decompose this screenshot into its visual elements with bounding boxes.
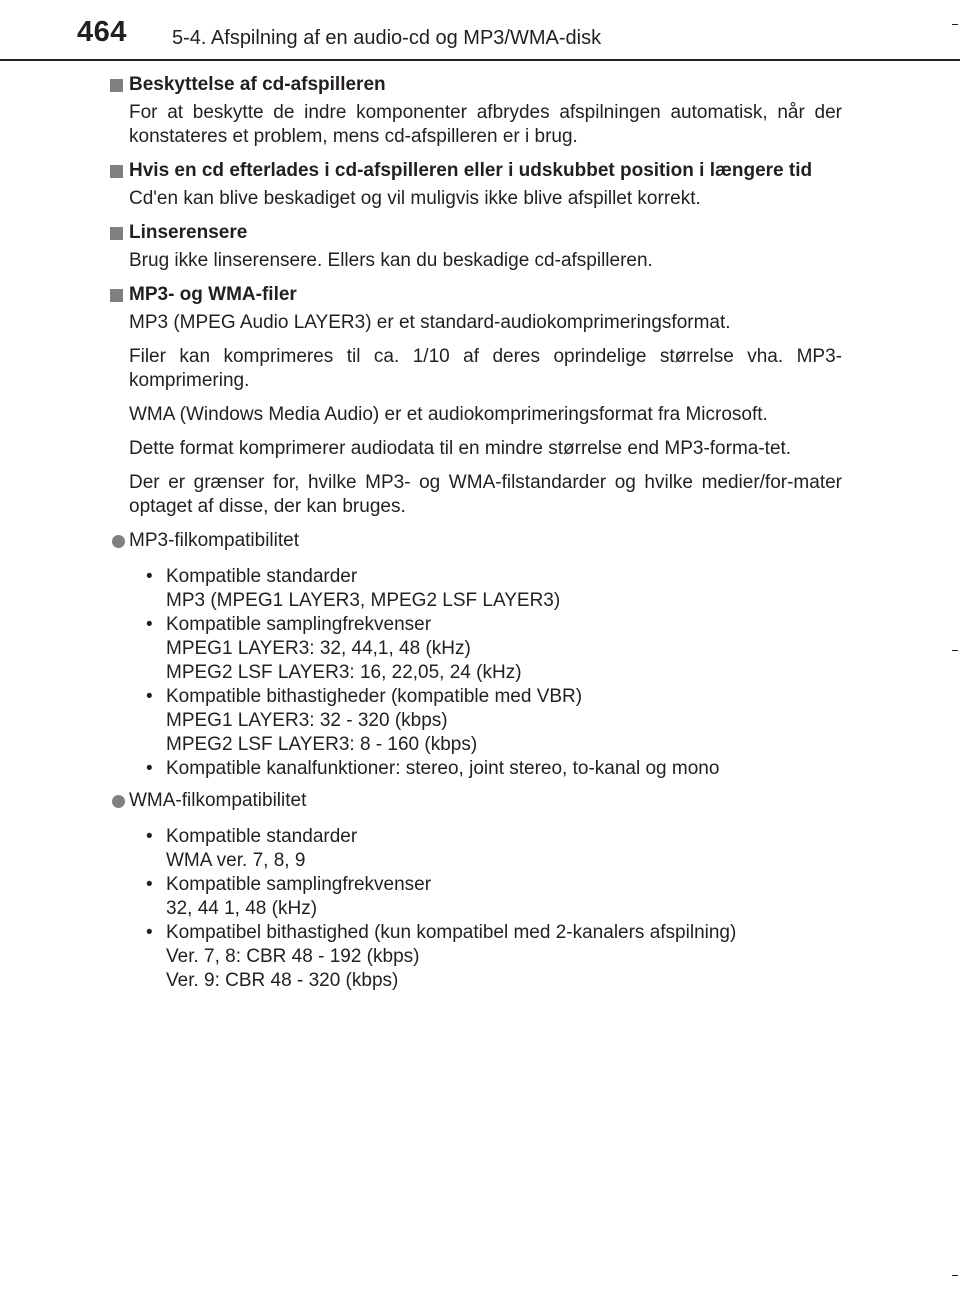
section-heading: Linserensere bbox=[0, 220, 960, 245]
subsection-heading: MP3-filkompatibilitet bbox=[0, 529, 960, 553]
square-bullet-icon bbox=[110, 289, 123, 302]
square-bullet-icon bbox=[110, 79, 123, 92]
page-header bbox=[0, 0, 960, 60]
section-heading: Beskyttelse af cd-afspilleren bbox=[0, 72, 960, 97]
wma-compatibility-list bbox=[0, 825, 960, 993]
list-item-line: Kompatible standarder bbox=[166, 826, 358, 847]
section-heading: MP3- og WMA-filer bbox=[0, 282, 960, 307]
list-item-line: Kompatible kanalfunktioner: stereo, joint stereo, to-kanal og mono bbox=[166, 758, 720, 779]
list-item-line: Kompatibel bithastighed (kun kompatibel med 2-kanalers afspilning) bbox=[166, 922, 737, 943]
section-protection bbox=[0, 72, 960, 149]
list-item bbox=[0, 685, 960, 757]
list-item bbox=[0, 921, 960, 993]
paragraph: Cd'en kan blive beskadiget og vil muligvis ikke blive afspillet korrekt. bbox=[129, 188, 701, 209]
paragraph: Brug ikke linserensere. Ellers kan du beskadige cd-afspilleren. bbox=[129, 250, 653, 271]
section-left-in-player bbox=[0, 158, 960, 211]
list-item-line: 32, 44 1, 48 (kHz) bbox=[166, 898, 318, 919]
circle-bullet-icon bbox=[112, 535, 125, 548]
mp3-compatibility-list bbox=[0, 565, 960, 781]
page-content bbox=[0, 72, 960, 1002]
page-number: 464 bbox=[77, 16, 127, 48]
bullet-icon: • bbox=[146, 826, 153, 847]
paragraph: Dette format komprimerer audiodata til en mindre størrelse end MP3-forma-tet. bbox=[129, 438, 792, 459]
list-item-line: WMA ver. 7, 8, 9 bbox=[166, 850, 306, 871]
list-item-line: MP3 (MPEG1 LAYER3, MPEG2 LSF LAYER3) bbox=[166, 590, 561, 611]
header-rule bbox=[0, 59, 960, 61]
chapter-title: 5-4. Afspilning af en audio-cd og MP3/WMA-disk bbox=[172, 27, 602, 49]
paragraph: MP3 (MPEG Audio LAYER3) er et standard-audiokomprimeringsformat. bbox=[129, 312, 731, 333]
crop-mark bbox=[952, 1275, 958, 1276]
list-item bbox=[0, 757, 960, 781]
list-item bbox=[0, 613, 960, 685]
square-bullet-icon bbox=[110, 227, 123, 240]
bullet-icon: • bbox=[146, 758, 153, 779]
list-item-line: MPEG2 LSF LAYER3: 16, 22,05, 24 (kHz) bbox=[166, 662, 522, 683]
list-item-line: Kompatible standarder bbox=[166, 566, 358, 587]
bullet-icon: • bbox=[146, 922, 153, 943]
list-item bbox=[0, 873, 960, 921]
section-lens-cleaners bbox=[0, 220, 960, 273]
circle-bullet-icon bbox=[112, 795, 125, 808]
list-item-line: Kompatible samplingfrekvenser bbox=[166, 874, 432, 895]
list-item-line: MPEG2 LSF LAYER3: 8 - 160 (kbps) bbox=[166, 734, 478, 755]
subsection-heading: WMA-filkompatibilitet bbox=[0, 789, 960, 813]
paragraph: Filer kan komprimeres til ca. 1/10 af deres oprindelige størrelse vha. MP3-komprimering. bbox=[129, 346, 842, 391]
square-bullet-icon bbox=[110, 165, 123, 178]
bullet-icon: • bbox=[146, 614, 153, 635]
bullet-icon: • bbox=[146, 874, 153, 895]
list-item-line: Ver. 7, 8: CBR 48 - 192 (kbps) bbox=[166, 946, 420, 967]
paragraph: WMA (Windows Media Audio) er et audiokomprimeringsformat fra Microsoft. bbox=[129, 404, 768, 425]
list-item-line: Kompatible bithastigheder (kompatible med VBR) bbox=[166, 686, 583, 707]
list-item bbox=[0, 565, 960, 613]
bullet-icon: • bbox=[146, 566, 153, 587]
list-item bbox=[0, 825, 960, 873]
list-item-line: MPEG1 LAYER3: 32 - 320 (kbps) bbox=[166, 710, 448, 731]
crop-mark bbox=[952, 24, 958, 25]
bullet-icon: • bbox=[146, 686, 153, 707]
list-item-line: Ver. 9: CBR 48 - 320 (kbps) bbox=[166, 970, 399, 991]
list-item-line: MPEG1 LAYER3: 32, 44,1, 48 (kHz) bbox=[166, 638, 471, 659]
paragraph: Der er grænser for, hvilke MP3- og WMA-filstandarder og hvilke medier/for-mater optaget af disse, der kan bruges. bbox=[129, 472, 842, 517]
section-heading: Hvis en cd efterlades i cd-afspilleren eller i udskubbet position i længere tid bbox=[0, 158, 960, 183]
list-item-line: Kompatible samplingfrekvenser bbox=[166, 614, 432, 635]
paragraph: For at beskytte de indre komponenter afbrydes afspilningen automatisk, når der konstateres et problem, mens cd-afspilleren er i brug. bbox=[129, 102, 842, 147]
section-mp3-wma bbox=[0, 282, 960, 993]
